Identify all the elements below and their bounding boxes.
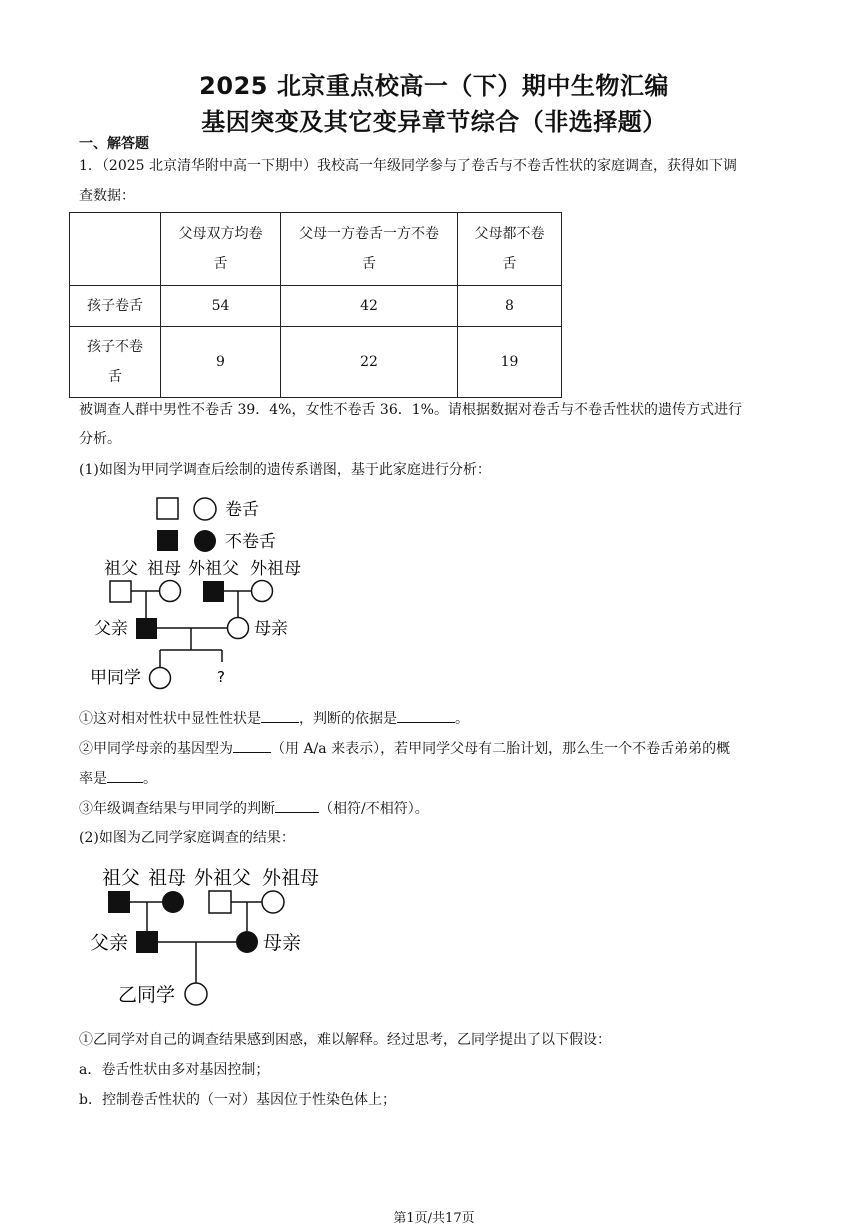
maternal-grandfather-square (209, 891, 231, 913)
part1-prompt: (1)如图为甲同学调查后绘制的遗传系谱图，基于此家庭进行分析： (79, 462, 491, 478)
answer-blank-genotype[interactable] (233, 738, 271, 753)
header-text: 舌 (213, 256, 228, 272)
q1-text: ①这对相对性状中显性性状是 (79, 711, 261, 727)
part1-question3 (79, 798, 429, 819)
table-header-row (70, 213, 562, 286)
table-header-cell (458, 213, 562, 286)
q2-text: （用 A/a 来表示），若甲同学父母有二胎计划，那么生一个不卷舌弟弟的概 (271, 741, 731, 757)
table-header-cell (281, 213, 458, 286)
part2-prompt: (2)如图为乙同学家庭调查的结果： (79, 830, 295, 846)
hypothesis-a: a．卷舌性状由多对基因控制； (79, 1062, 270, 1078)
pedigree-chart-2 (80, 860, 340, 1010)
grandmother-circle (160, 581, 181, 602)
grandfather-square (110, 581, 131, 602)
label-father: 父亲 (94, 619, 128, 639)
mother-circle (236, 931, 258, 953)
label-mother: 母亲 (263, 932, 302, 954)
label-student-yi: 乙同学 (118, 984, 176, 1006)
mother-circle (228, 618, 249, 639)
father-square (136, 931, 158, 953)
table-cell: 19 (458, 327, 562, 398)
survey-note-line1: 被调查人群中男性不卷舌 39．4%，女性不卷舌 36．1%。请根据数据对卷舌与不卷舌性状的遗传方式进行 (79, 402, 742, 418)
maternal-grandmother-circle (252, 581, 273, 602)
question-intro-line2: 查数据： (79, 188, 135, 204)
page-number: 第1页/共17页 (393, 1211, 475, 1226)
row-label (70, 327, 161, 398)
row-label-text: 孩子不卷 (87, 339, 143, 355)
label-maternal-grandmother: 外祖母 (250, 559, 301, 579)
table-cell: 42 (281, 286, 458, 327)
header-text: 舌 (362, 256, 376, 272)
label-grandmother: 祖母 (148, 867, 187, 889)
question-intro-line1: 1．（2025 北京清华附中高一下期中）我校高一年级同学参与了卷舌与不卷舌性状的家庭调查，获得如下调 (79, 158, 737, 174)
student-jia-circle (150, 668, 171, 689)
legend-noroll-label: 不卷舌 (225, 532, 276, 552)
father-square (136, 618, 157, 639)
survey-table (69, 212, 562, 398)
answer-blank-basis[interactable] (397, 708, 455, 723)
part1-question2 (79, 738, 730, 759)
q3-text: （相符/不相符）。 (319, 801, 429, 817)
pedigree-chart-1 (80, 490, 340, 700)
row-label-text: 舌 (108, 369, 122, 385)
table-header-cell (70, 213, 161, 286)
grandfather-square (108, 891, 130, 913)
legend-female-noroll-circle (194, 530, 216, 552)
label-grandmother: 祖母 (147, 559, 181, 579)
student-yi-circle (185, 983, 207, 1005)
label-maternal-grandfather: 外祖父 (188, 559, 239, 579)
document-title: 2025 北京重点校高一（下）期中生物汇编 (199, 72, 669, 100)
table-cell: 9 (161, 327, 281, 398)
maternal-grandfather-square (203, 581, 224, 602)
q2-text: 率是 (79, 771, 107, 787)
label-maternal-grandmother: 外祖母 (262, 867, 320, 889)
legend-male-noroll-square (157, 530, 178, 551)
grandmother-circle (162, 891, 184, 913)
q3-text: ③年级调查结果与甲同学的判断 (79, 801, 275, 817)
answer-blank-dominant[interactable] (261, 708, 299, 723)
label-father: 父亲 (90, 932, 129, 954)
row-label: 孩子卷舌 (70, 286, 161, 327)
table-cell: 54 (161, 286, 281, 327)
header-text: 父母都不卷 (474, 226, 545, 242)
table-row (70, 327, 562, 398)
label-mother: 母亲 (254, 619, 288, 639)
label-maternal-grandfather: 外祖父 (194, 867, 252, 889)
header-text: 舌 (502, 256, 517, 272)
maternal-grandmother-circle (262, 891, 284, 913)
table-header-cell (161, 213, 281, 286)
label-grandfather: 祖父 (102, 867, 141, 889)
table-cell: 22 (281, 327, 458, 398)
table-cell: 8 (458, 286, 562, 327)
label-grandfather: 祖父 (104, 559, 138, 579)
part1-question1 (79, 708, 469, 729)
unknown-sibling-mark: ? (217, 668, 225, 686)
header-text: 父母一方卷舌一方不卷 (299, 226, 439, 242)
header-text: 父母双方均卷 (178, 226, 263, 242)
legend-roll-label: 卷舌 (225, 500, 259, 520)
label-student-jia: 甲同学 (90, 668, 141, 688)
hypothesis-b: b．控制卷舌性状的（一对）基因位于性染色体上； (79, 1092, 396, 1108)
legend-male-roll-square (157, 498, 178, 519)
part2-line1: ①乙同学对自己的调查结果感到困惑，难以解释。经过思考，乙同学提出了以下假设： (79, 1032, 611, 1048)
part1-question2-cont (79, 768, 157, 789)
legend-female-roll-circle (194, 498, 216, 520)
q1-text: ，判断的依据是 (299, 711, 397, 727)
survey-note-line2: 分析。 (79, 431, 121, 447)
q2-text: 。 (143, 771, 157, 787)
section-heading: 一、解答题 (79, 136, 149, 152)
answer-blank-consistency[interactable] (275, 798, 319, 813)
q1-text: 。 (455, 711, 469, 727)
q2-text: ②甲同学母亲的基因型为 (79, 741, 233, 757)
table-row (70, 286, 562, 327)
document-subtitle: 基因突变及其它变异章节综合（非选择题） (201, 108, 667, 136)
answer-blank-probability[interactable] (107, 768, 143, 783)
